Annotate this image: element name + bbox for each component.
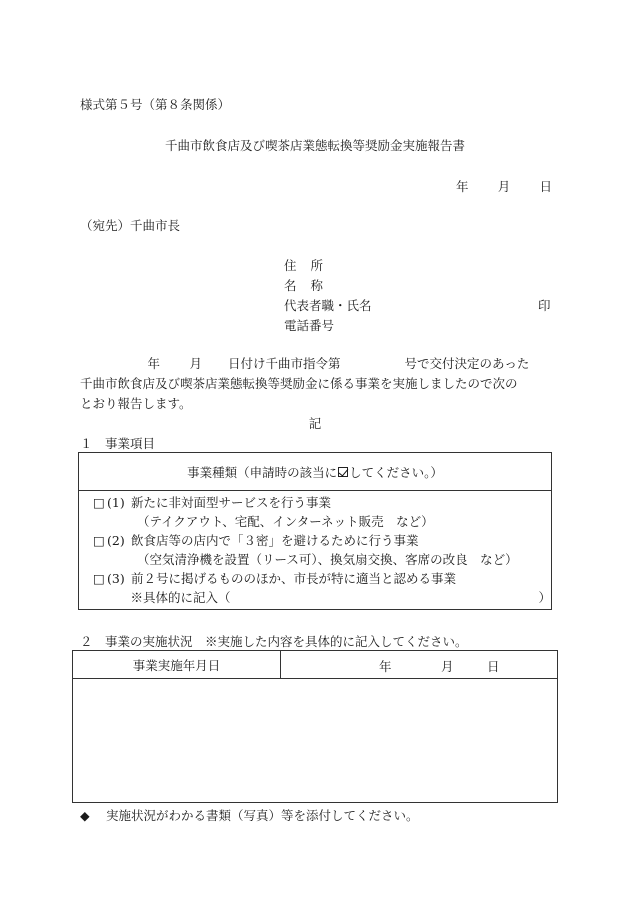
business-type-table [78,452,552,610]
document-title: 千曲市飲食店及び喫茶店業態転換等奨励金実施報告書 [164,138,465,153]
attachment-note: ◆ 実施状況がわかる書類（写真）等を添付してください。 [80,808,419,823]
option-2-note: （空気清浄機を設置（リース可）、換気扇交換、客席の改良 など） [137,552,518,567]
option-1-checkbox[interactable]: □ [93,495,105,510]
date-month-label: 月 [497,179,511,194]
business-type-header: 事業種類（申請時の該当に してください。） [79,453,551,491]
ki-heading: 記 [308,416,322,431]
option-2-checkbox[interactable]: □ [93,533,105,548]
option-3-detail: ※具体的に記入（ ） [130,590,551,605]
detail-input[interactable] [230,588,538,607]
implementation-details-field[interactable] [73,679,557,802]
option-1-note: （テイクアウト、宅配、インターネット販売 など） [137,514,434,529]
implementation-date-field[interactable]: 年 月 日 [379,659,500,674]
statement-line-2: 千曲市飲食店及び喫茶店業態転換等奨励金に係る事業を実施しましたので次の [80,376,518,391]
option-3-checkbox[interactable]: □ [93,571,105,586]
implementation-table [72,650,558,803]
option-3: □ (3) 前２号に掲げるもののほか、市長が特に適当と認める事業 [93,571,457,586]
statement-line-3: とおり報告します。 [80,396,192,411]
implementation-date-row [73,651,557,679]
applicant-representative-label: 代表者職・氏名 [284,298,372,313]
statement-line-1: 年 月 日付け千曲市指令第 号で交付決定のあった [147,356,530,371]
applicant-name-label: 名称 [284,278,338,293]
option-1: □ (1) 新たに非対面型サービスを行う事業 [93,495,332,510]
addressee: （宛先）千曲市長 [80,218,181,233]
report-statement [80,354,555,414]
form-number: 様式第５号（第８条関係） [80,97,231,112]
section1-heading: １ 事業項目 [80,436,156,451]
date-year-label: 年 [456,179,469,194]
applicant-phone-label: 電話番号 [284,318,335,333]
seal-label: 印 [538,298,551,313]
checked-box-icon [338,467,348,477]
applicant-address-label: 住所 [284,258,338,273]
option-2: □ (2) 飲食店等の店内で「３密」を避けるために行う事業 [93,533,419,548]
implementation-date-label: 事業実施年月日 [73,651,281,678]
section2-heading: ２ 事業の実施状況 ※実施した内容を具体的に記入してください。 [80,634,468,649]
report-date [456,177,552,195]
diamond-icon: ◆ [80,808,90,823]
date-day-label: 日 [539,179,552,194]
